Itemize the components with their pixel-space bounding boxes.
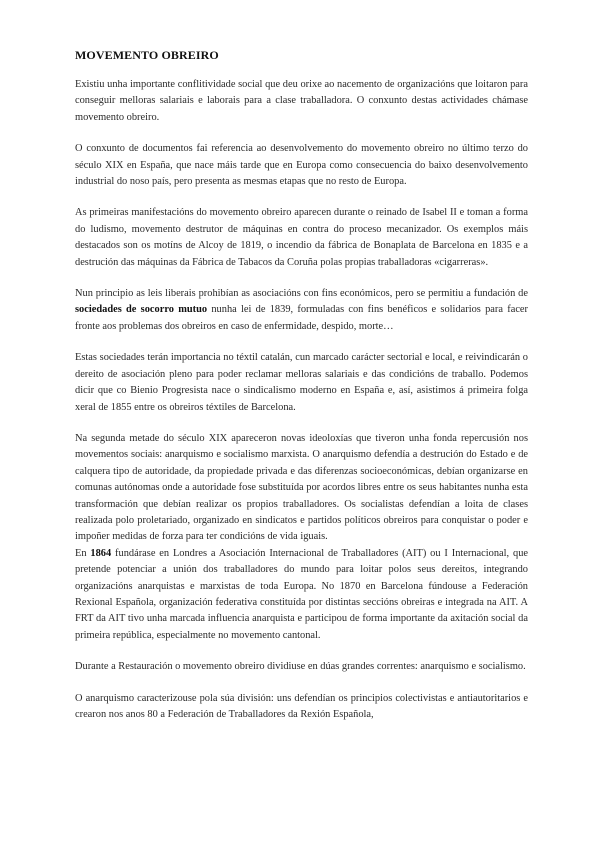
- paragraph-liberal-laws: [75, 286, 528, 335]
- paragraph-restoration: Durante a Restauración o movemento obreiro dividiuse en dúas grandes correntes: anarquismo e socialismo.: [75, 661, 526, 673]
- paragraph-liberal-laws-text-end: nunha lei de 1839, formuladas con fins benéficos e solidarios para facer fronte aos problemas dos obreiros en caso de enfermidade, despido, morte…: [75, 304, 529, 332]
- paragraph-first-international-text-end: fundárase en Londres a Asociación Internacional de Traballadores (AIT) ou I Internacional, que pretende potenciar a unión dos traballadores do mundo para loitar polos seus dereitos, integrando organizacións anarquistas e marxistas de toda Europa. No 1870 en Barcelona fúndouse a Federación Rexional Española, organización federativa constituída por distintas seccións obreiras e integrada na AIT. A FRT da AIT tivo unha marcada influencia anarquista e participou de forma importante da axitación social da primeira república, especialmente no movemento cantonal.: [75, 547, 529, 641]
- paragraph-ludism: As primeiras manifestacións do movemento obreiro aparecen durante o reinado de Isabel II e toman a forma do ludismo, movemento destrutor de máquinas en contra do proceso mecanizador. Os exemplos máis destacados son os motíns de Alcoy de 1819, o incendio da fábrica de Bonaplata de Barcelona en 1835 e a destrución das máquinas da Fábrica de Tabacos da Coruña polas propias traballadoras «cigarreras».: [75, 207, 528, 268]
- mutual-aid-societies-term: sociedades de socorro mutuo: [75, 304, 208, 316]
- paragraph-anarchism: O anarquismo caracterizouse pola súa división: uns defendían os principios colectivistas e antiautoritarios e crearon nos anos 80 a Federación de Traballadores da Rexión Española,: [75, 692, 528, 720]
- paragraph-intro: Existiu unha importante conflitividade social que deu orixe ao nacemento de organizacións que loitaron para conseguir melloras salariais e laborais para a clase traballadora. O conxunto destas actividades chámase movemento obreiro.: [75, 79, 528, 123]
- paragraph-liberal-laws-text-start: Nun principio as leis liberais prohibían as asociacións con fins económicos, pero se permitiu a fundación de: [75, 288, 528, 300]
- paragraph-context: O conxunto de documentos fai referencia ao desenvolvemento do movemento obreiro no último terzo do século XIX en España, que nace máis tarde que en Europa como consecuencia do baixo desenvolvemento industrial do noso país, pero presenta as mesmas etapas que no resto de Europa.: [75, 143, 528, 188]
- paragraph-first-international: [75, 546, 528, 644]
- paragraph-ideologies: Na segunda metade do século XIX apareceron novas ideoloxías que tiveron unha fonda repercusión nos movementos sociais: anarquismo e socialismo marxista. O anarquismo defendía a destrución do Estado e de calquera tipo de autoridade, da propiedade privada e das diferenzas socioeconómicas, debían organizarse en comunas autónomas onde a autoridade fose substituída por acordos libres entre os seus habitantes nunha esta transformación que debían realizar os propios traballadores. Os socialistas defendían a loita de clases realizada polo proletariado, organizado en sindicatos e partidos políticos obreiros para conquistar o poder e impoñer medidas de forza para ter condicións de vida iguais.: [75, 432, 528, 543]
- year-1864: 1864: [90, 547, 112, 559]
- page-title: MOVEMENTO OBREIRO: [75, 48, 219, 62]
- paragraph-textile-societies: Estas sociedades terán importancia no téxtil catalán, cun marcado carácter sectorial e local, e reivindicarán o dereito de asociación pleno para poder reclamar melloras salariais e das condicións de traballo. Podemos dicir que co Bienio Progresista nace o sindicalismo moderno en España e, así, asistimos á primeira folga xeral de 1855 entre os obreiros téxtiles de Barcelona.: [75, 352, 528, 413]
- document-body: [75, 48, 528, 738]
- paragraph-first-international-text-start: En: [75, 547, 91, 559]
